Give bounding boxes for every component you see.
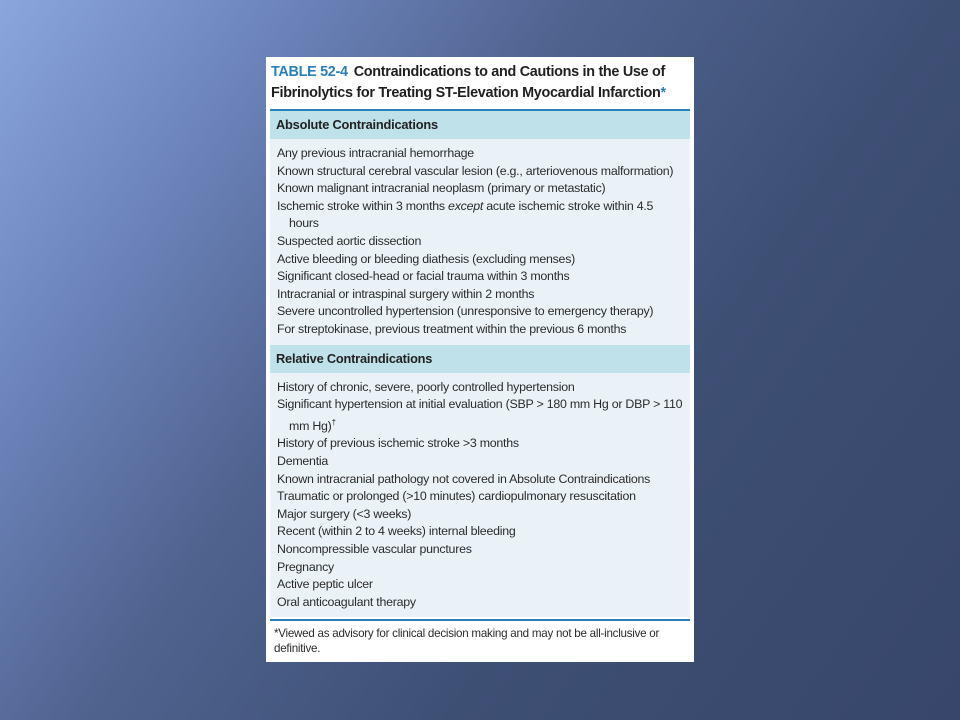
list-item: Active bleeding or bleeding diathesis (excluding menses)	[277, 251, 576, 266]
section-heading-relative: Relative Contraindications	[270, 345, 690, 373]
list-item: Suspected aortic dissection	[277, 233, 422, 248]
dagger-mark: †	[331, 417, 336, 427]
list-item: Intracranial or intraspinal surgery within 2 months	[277, 286, 535, 301]
sbp-text: Significant hypertension at initial evaluation (SBP > 180 mm Hg or DBP > 110 mm Hg)	[277, 397, 683, 433]
list-item: Dementia	[277, 454, 329, 469]
list-item: Any previous intracranial hemorrhage	[277, 146, 474, 160]
list-item: Significant closed-head or facial trauma within 3 months	[277, 269, 570, 284]
list-item: Recent (within 2 to 4 weeks) internal bleeding	[277, 524, 516, 539]
stroke-text-emphasis: except	[448, 198, 484, 213]
list-item: Noncompressible vascular punctures	[277, 542, 472, 556]
table-card	[266, 57, 694, 662]
table-body	[270, 111, 690, 617]
list-item: Major surgery (<3 weeks)	[277, 506, 412, 521]
list-item: Active peptic ulcer	[277, 577, 373, 592]
section-heading-absolute: Absolute Contraindications	[270, 111, 690, 139]
table-title-text: Contraindications to and Cautions in the Use of Fibrinolytics for Treating ST-Elevation Myocardial Infarction	[271, 64, 666, 101]
list-item: Severe uncontrolled hypertension (unresponsive to emergency therapy)	[277, 304, 654, 319]
footnote: *Viewed as advisory for clinical decision making and may not be all-inclusive or definitive.	[274, 627, 660, 656]
list-item: For streptokinase, previous treatment within the previous 6 months	[277, 321, 627, 336]
title-asterisk: *	[660, 85, 666, 101]
list-item: Known intracranial pathology not covered in Absolute Contraindications	[277, 471, 651, 486]
list-item-sbp	[277, 396, 684, 435]
table-title	[270, 62, 690, 104]
stroke-text-after: acute ischemic stroke within 4.5 hours	[289, 198, 654, 231]
list-item: Traumatic or prolonged (>10 minutes) cardiopulmonary resuscitation	[277, 489, 636, 504]
relative-items	[270, 373, 690, 618]
absolute-items	[270, 139, 690, 345]
list-item: History of previous ischemic stroke >3 months	[277, 436, 519, 451]
list-item: Known structural cerebral vascular lesion (e.g., arteriovenous malformation)	[277, 163, 674, 178]
table-number: TABLE 52-4	[271, 64, 348, 80]
list-item: History of chronic, severe, poorly controlled hypertension	[277, 379, 575, 394]
list-item: Oral anticoagulant therapy	[277, 594, 416, 609]
list-item: Pregnancy	[277, 559, 334, 574]
stroke-text-before: Ischemic stroke within 3 months	[277, 198, 449, 213]
list-item: Known malignant intracranial neoplasm (primary or metastatic)	[277, 181, 606, 196]
list-item-ischemic-stroke	[277, 198, 684, 233]
